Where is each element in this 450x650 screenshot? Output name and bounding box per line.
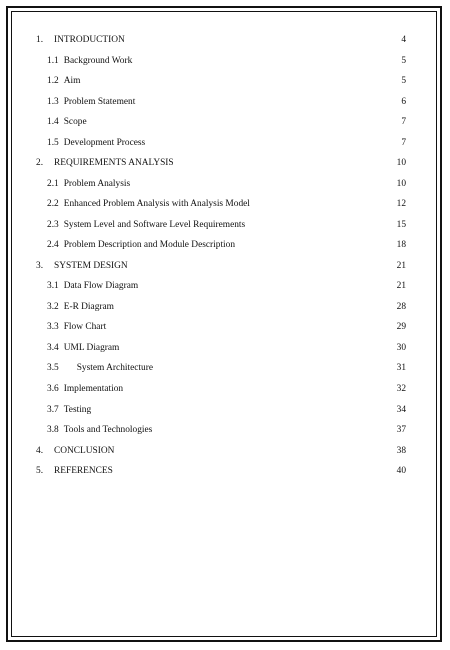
toc-entry-label: Background Work [63,56,133,66]
toc-entry-title [47,74,80,88]
toc-entry-section [0,74,450,88]
toc-entry-page: 18 [396,240,406,250]
toc-entry-label: REQUIREMENTS ANALYSIS [54,158,174,168]
toc-entry-label: Development Process [63,138,146,148]
toc-entry-label: Testing [63,405,92,415]
toc-entry-label: Tools and Technologies [63,425,153,435]
toc-entry-label: System Architecture [76,363,153,373]
toc-entry-number: 3.5 [47,363,59,373]
toc-entry-page: 10 [396,179,406,189]
toc-entry-title [47,218,245,232]
toc-entry-section [0,54,450,68]
toc-entry-chapter [0,444,450,458]
toc-entry-page: 37 [396,425,406,435]
toc-entry-section [0,320,450,334]
toc-entry-label: E-R Diagram [63,302,114,312]
toc-entry-label: INTRODUCTION [54,35,125,45]
toc-entry-title [47,403,91,417]
toc-entry-label: Enhanced Problem Analysis with Analysis Model [63,199,250,209]
toc-entry-number: 2.1 [47,179,59,189]
toc-entry-number: 1.1 [47,56,59,66]
toc-entry-title [47,136,145,150]
toc-entry-page: 21 [396,261,406,271]
toc-entry-number: 3.7 [47,405,59,415]
toc-entry-section [0,177,450,191]
toc-entry-section [0,341,450,355]
toc-entry-page: 5 [401,76,406,86]
toc-entry-title [47,300,114,314]
toc-entry-number: 2.3 [47,220,59,230]
toc-entry-label: Problem Analysis [63,179,131,189]
toc-entry-page: 38 [396,446,406,456]
toc-entry-page: 7 [401,117,406,127]
toc-entry-number: 5. [36,466,44,476]
toc-entry-number: 2.4 [47,240,59,250]
toc-entry-section [0,403,450,417]
toc-entry-section [0,136,450,150]
toc-entry-page: 15 [396,220,406,230]
toc-entry-chapter [0,259,450,273]
toc-entry-title [47,341,119,355]
toc-entry-label: UML Diagram [63,343,120,353]
toc-entry-number: 3.2 [47,302,59,312]
toc-entry-label: CONCLUSION [54,446,115,456]
toc-entry-number: 3.6 [47,384,59,394]
toc-entry-label: Flow Chart [63,322,107,332]
toc-entry-page: 28 [396,302,406,312]
toc-entry-page: 40 [396,466,406,476]
toc-entry-title [47,115,87,129]
toc-entry-section [0,197,450,211]
toc-entry-number: 2. [36,158,44,168]
toc-entry-number: 1.5 [47,138,59,148]
toc-entry-section [0,238,450,252]
toc-entry-title [36,444,114,458]
toc-entry-title [47,279,138,293]
toc-entry-number: 4. [36,446,44,456]
toc-entry-title [47,197,250,211]
toc-entry-page: 29 [396,322,406,332]
toc-entry-title [36,464,113,478]
toc-entry-label: Implementation [63,384,124,394]
toc-entry-page: 7 [401,138,406,148]
toc-entry-page: 31 [396,363,406,373]
toc-entry-section [0,95,450,109]
toc-entry-page: 4 [401,35,406,45]
toc-entry-section [0,382,450,396]
toc-entry-number: 3.1 [47,281,59,291]
toc-entry-title [47,423,152,437]
toc-entry-title [36,33,125,47]
toc-entry-number: 3. [36,261,44,271]
toc-entry-number: 2.2 [47,199,59,209]
toc-entry-title [47,382,123,396]
toc-entry-page: 32 [396,384,406,394]
toc-entry-page: 5 [401,56,406,66]
toc-entry-title [36,156,174,170]
toc-entry-chapter [0,156,450,170]
toc-entry-title [47,54,132,68]
toc-entry-section [0,300,450,314]
toc-entry-page: 10 [396,158,406,168]
toc-entry-section [0,279,450,293]
toc-entry-section [0,115,450,129]
toc-entry-label: Problem Description and Module Description [63,240,236,250]
toc-entry-chapter [0,464,450,478]
toc-entry-title [47,95,135,109]
toc-entry-label: Scope [63,117,87,127]
toc-entry-page: 30 [396,343,406,353]
toc-entry-title [36,259,128,273]
toc-entry-label: System Level and Software Level Requirements [63,220,246,230]
toc-entry-label: Aim [63,76,81,86]
toc-entry-chapter [0,33,450,47]
toc-entry-page: 21 [396,281,406,291]
toc-entry-section [0,423,450,437]
toc-entry-title [47,320,106,334]
toc-entry-number: 1.3 [47,97,59,107]
toc-entry-number: 3.8 [47,425,59,435]
toc-entry-page: 34 [396,405,406,415]
toc-entry-page: 12 [396,199,406,209]
toc-entry-number: 1.2 [47,76,59,86]
toc-entry-number: 3.3 [47,322,59,332]
toc-entry-title [47,177,130,191]
toc-entry-label: Data Flow Diagram [63,281,139,291]
toc-entry-label: Problem Statement [63,97,136,107]
toc-entry-title [47,361,153,375]
toc-entry-number: 1. [36,35,44,45]
toc-entry-section [0,218,450,232]
toc-entry-title [47,238,235,252]
toc-entry-label: SYSTEM DESIGN [54,261,128,271]
toc-entry-label: REFERENCES [54,466,113,476]
toc-entry-page: 6 [401,97,406,107]
toc-entry-section [0,361,450,375]
toc-entry-number: 3.4 [47,343,59,353]
toc-entry-number: 1.4 [47,117,59,127]
